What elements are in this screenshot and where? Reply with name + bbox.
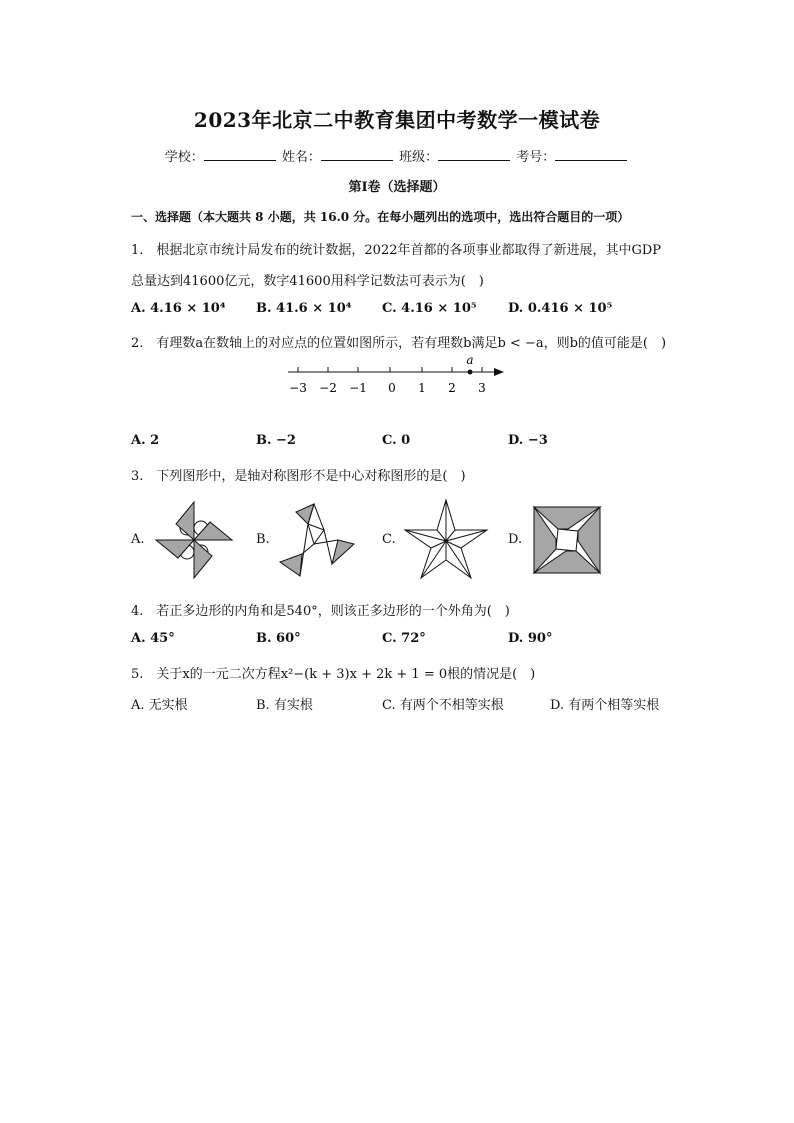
axis-ticks bbox=[298, 367, 482, 372]
class-label: 班级： bbox=[399, 150, 439, 165]
q4-option-c[interactable]: C. 72° bbox=[382, 631, 426, 646]
q1-option-d[interactable]: D. 0.416 × 10⁵ bbox=[508, 301, 613, 316]
school-label: 学校： bbox=[164, 150, 204, 165]
number-line-figure bbox=[280, 352, 510, 398]
school-blank[interactable] bbox=[204, 148, 276, 161]
pinwheel-figure bbox=[152, 500, 236, 580]
exam-number-label: 考号： bbox=[516, 150, 556, 165]
tick-label: −3 bbox=[289, 381, 307, 395]
q1-line2: 总量达到41600亿元，数字41600用科学记数法可表示为( ) bbox=[131, 274, 484, 289]
q5-option-c[interactable]: C. 有两个不相等实根 bbox=[382, 698, 504, 713]
square-pinwheel-figure bbox=[532, 505, 604, 577]
q3-option-c[interactable]: C. bbox=[382, 532, 396, 547]
q5-text: 5. 关于x的一元二次方程x²−(k + 3)x + 2k + 1 = 0根的情况是( ) bbox=[131, 667, 536, 682]
q1-option-b[interactable]: B. 41.6 × 10⁴ bbox=[256, 301, 352, 316]
q1-option-a[interactable]: A. 4.16 × 10⁴ bbox=[131, 301, 226, 316]
q1-line1: 1. 根据北京市统计局发布的统计数据，2022年首都的各项事业都取得了新进展，其中GDP bbox=[131, 243, 662, 258]
tick-label: 2 bbox=[448, 381, 456, 395]
q4-option-d[interactable]: D. 90° bbox=[508, 631, 553, 646]
q4-option-a[interactable]: A. 45° bbox=[131, 631, 175, 646]
tick-label: 0 bbox=[388, 381, 396, 395]
class-blank[interactable] bbox=[438, 148, 510, 161]
point-a-label: a bbox=[466, 353, 474, 367]
q2-option-b[interactable]: B. −2 bbox=[256, 433, 296, 448]
exam-number-blank[interactable] bbox=[555, 148, 627, 161]
tick-label: −1 bbox=[349, 381, 367, 395]
q2-text: 2. 有理数a在数轴上的对应点的位置如图所示，若有理数b满足b < −a，则b的值可能是( ) bbox=[131, 336, 667, 351]
volume-heading: 第Ⅰ卷（选择题） bbox=[348, 180, 446, 195]
exam-title: 2023年北京二中教育集团中考数学一模试卷 bbox=[193, 108, 601, 132]
name-label: 姓名： bbox=[281, 150, 321, 165]
q2-option-d[interactable]: D. −3 bbox=[508, 433, 548, 448]
q2-option-a[interactable]: A. 2 bbox=[131, 433, 160, 448]
tick-label: 3 bbox=[478, 381, 486, 395]
tick-label: −2 bbox=[319, 381, 337, 395]
q1-option-c[interactable]: C. 4.16 × 10⁵ bbox=[382, 301, 477, 316]
q2-option-c[interactable]: C. 0 bbox=[382, 433, 411, 448]
five-point-star-figure bbox=[402, 497, 490, 581]
three-blade-figure bbox=[276, 500, 360, 580]
section-heading: 一、选择题（本大题共 8 小题，共 16.0 分。在每小题列出的选项中，选出符合题目的一项） bbox=[131, 210, 630, 224]
student-info-row bbox=[0, 146, 794, 165]
tick-label: 1 bbox=[418, 381, 426, 395]
q5-option-a[interactable]: A. 无实根 bbox=[131, 698, 188, 713]
point-a-marker bbox=[468, 370, 473, 375]
axis-arrow bbox=[494, 368, 504, 376]
q3-option-d[interactable]: D. bbox=[508, 532, 523, 547]
q4-option-b[interactable]: B. 60° bbox=[256, 631, 301, 646]
q3-text: 3. 下列图形中，是轴对称图形不是中心对称图形的是( ) bbox=[131, 469, 466, 484]
name-blank[interactable] bbox=[321, 148, 393, 161]
q3-option-a[interactable]: A. bbox=[131, 532, 145, 547]
q5-option-d[interactable]: D. 有两个相等实根 bbox=[550, 698, 660, 713]
q5-option-b[interactable]: B. 有实根 bbox=[256, 698, 313, 713]
q4-text: 4. 若正多边形的内角和是540°，则该正多边形的一个外角为( ) bbox=[131, 604, 510, 619]
q3-option-b[interactable]: B. bbox=[256, 532, 270, 547]
